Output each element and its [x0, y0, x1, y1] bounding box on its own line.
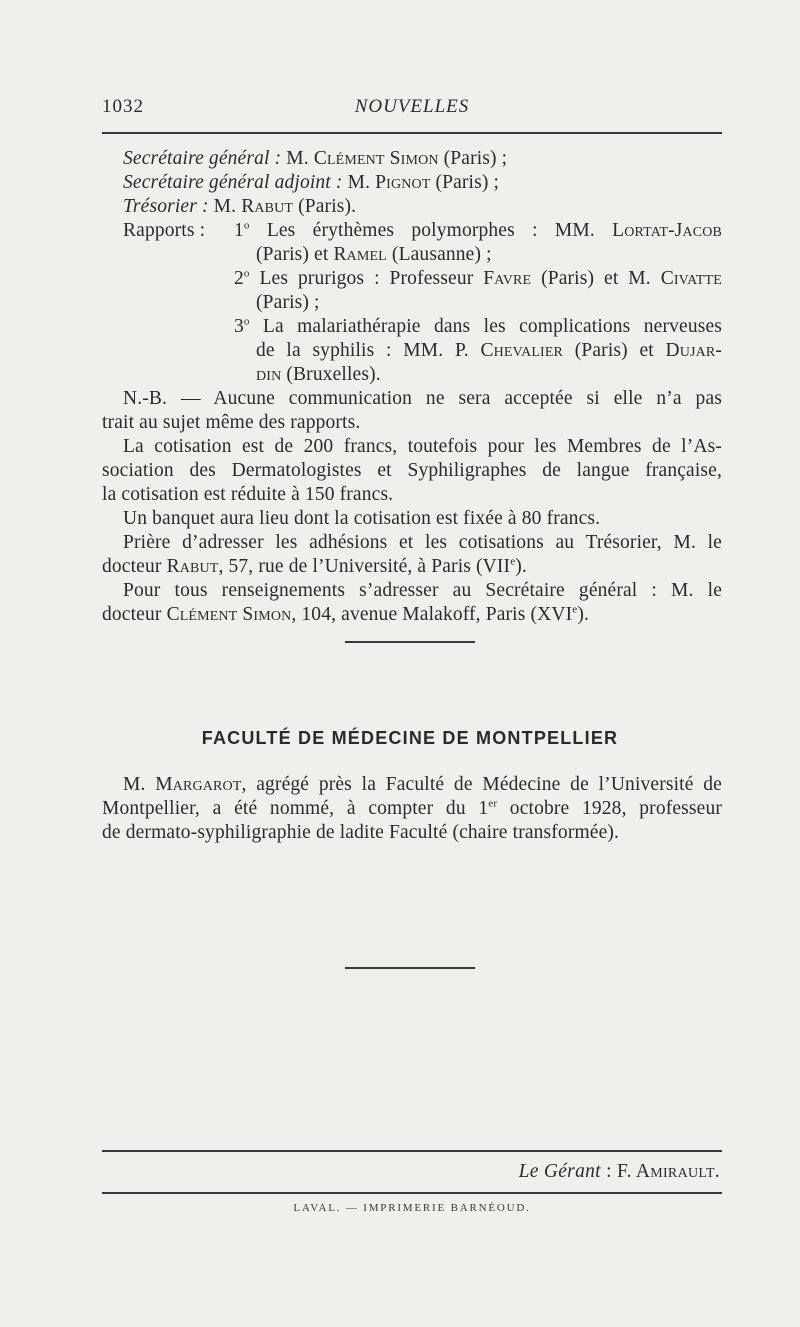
renseignements-paragraph-line: [102, 603, 589, 627]
section-separator: [345, 641, 475, 643]
signature: [420, 1161, 720, 1183]
rapport-text: (Bruxelles).: [286, 364, 381, 385]
rapporteur-name: din: [256, 364, 282, 385]
signature-name: F. Amirault.: [616, 1161, 720, 1182]
officer-title: M.: [213, 196, 237, 217]
rapport-text: de la syphilis : MM. P.: [256, 340, 469, 361]
signature-role: Le Gérant: [518, 1161, 601, 1182]
footer-rule-top: [102, 1150, 722, 1152]
rapporteur-name: Favre: [483, 268, 532, 289]
paragraph-text: , 104, avenue Malakoff, Paris (XVI: [291, 604, 573, 625]
paragraph-text: M.: [123, 774, 146, 795]
rapport-number-sup: o: [243, 219, 250, 232]
paragraph-text: docteur: [102, 556, 162, 577]
section-paragraph-line: de dermato-syphiligraphie de ladite Faculté (chaire transformée).: [102, 822, 620, 843]
paragraph-text: ).: [515, 556, 527, 577]
banquet-paragraph: Un banquet aura lieu dont la cotisation est fixée à 80 francs.: [123, 508, 601, 529]
officer-title: M.: [286, 148, 309, 169]
rapport-text: (Paris) et: [256, 244, 329, 265]
rapport-text: (Lausanne) ;: [391, 244, 492, 265]
priere-paragraph-line: Prière d’adresser les adhésions et les cotisations au Trésorier, M. le: [123, 532, 722, 553]
rapport-2-line-2: (Paris) ;: [256, 292, 320, 313]
officer-city: (Paris) ;: [435, 172, 500, 193]
section-paragraph-line: [123, 773, 722, 797]
header-rule: [102, 132, 722, 134]
rapports-label: Rapports :: [123, 220, 206, 241]
nb-paragraph-line: N.-B. — Aucune communication ne sera acceptée si elle n’a pas: [123, 388, 722, 409]
rapporteur-name: Ramel: [333, 244, 387, 265]
officer-line: [123, 195, 356, 219]
officer-line: [123, 147, 507, 171]
end-separator: [345, 967, 475, 969]
person-name: Margarot: [155, 774, 242, 795]
signature-separator: :: [606, 1161, 612, 1182]
paragraph-text: , agrégé près la Faculté de Médecine de l’Université de: [241, 774, 722, 795]
rapporteur-name: Lortat-Jacob: [612, 220, 723, 241]
rapport-number-sup: o: [243, 267, 250, 280]
running-title: NOUVELLES: [354, 96, 470, 117]
officer-role: Trésorier :: [123, 196, 209, 217]
imprint: LAVAL. — IMPRIMERIE BARNÉOUD.: [293, 1202, 531, 1214]
running-head: [102, 96, 722, 122]
paragraph-text: docteur: [102, 604, 162, 625]
rapport-text: Les prurigos : Professeur: [259, 268, 474, 289]
paragraph-text: ).: [577, 604, 589, 625]
renseignements-paragraph-line: Pour tous renseignements s’adresser au Secrétaire général : M. le: [123, 580, 722, 601]
person-name: Rabut: [166, 556, 219, 577]
officer-role: Secrétaire général adjoint :: [123, 172, 343, 193]
footer-rule-bottom: [102, 1192, 722, 1194]
superscript: er: [488, 797, 498, 810]
rapport-text: (Paris) et: [574, 340, 654, 361]
paragraph-text: , 57, rue de l’Université, à Paris (VII: [218, 556, 511, 577]
officer-city: (Paris).: [298, 196, 357, 217]
nb-paragraph-line: trait au sujet même des rapports.: [102, 412, 361, 433]
rapport-3-line-2: [256, 339, 722, 363]
rapport-3-line-3: [256, 363, 381, 387]
rapport-1-line-2: [256, 243, 492, 267]
officer-name: Rabut: [241, 196, 294, 217]
rapport-text: Les érythèmes polymorphes : MM.: [266, 220, 595, 241]
rapport-1-line-1: [234, 219, 722, 243]
rapporteur-name: Chevalier: [480, 340, 564, 361]
paragraph-text: Montpellier, a été nommé, à compter du 1: [102, 798, 489, 819]
cotisation-paragraph-line: La cotisation est de 200 francs, toutefois pour les Membres de l’As-: [123, 436, 722, 457]
officer-role: Secrétaire général :: [123, 148, 282, 169]
section-paragraph-line: [102, 797, 722, 821]
page-number: 1032: [102, 96, 144, 117]
rapport-number-sup: o: [243, 315, 250, 328]
rapport-2-line-1: [234, 267, 722, 291]
rapport-number: 1: [234, 220, 244, 241]
rapport-number: 2: [234, 268, 244, 289]
superscript: e: [510, 555, 516, 568]
officer-name: Clément Simon: [313, 148, 439, 169]
rapporteur-name: Dujar-: [665, 340, 722, 361]
rapport-text: La malariathérapie dans les complications nerveuses: [262, 316, 722, 337]
paragraph-text: octobre 1928, professeur: [497, 798, 722, 819]
rapport-text: (Paris) et M.: [541, 268, 651, 289]
officer-title: M.: [347, 172, 371, 193]
officer-city: (Paris) ;: [443, 148, 508, 169]
section-heading: FACULTÉ DE MÉDECINE DE MONTPELLIER: [201, 728, 619, 748]
priere-paragraph-line: [102, 555, 527, 579]
rapport-3-line-1: [234, 315, 722, 339]
officer-name: Pignot: [375, 172, 431, 193]
officer-line: [123, 171, 499, 195]
rapport-number: 3: [234, 316, 244, 337]
rapporteur-name: Civatte: [660, 268, 722, 289]
cotisation-paragraph-line: sociation des Dermatologistes et Syphiligraphes de langue française,: [102, 460, 722, 481]
person-name: Clément Simon: [166, 604, 292, 625]
cotisation-paragraph-line: la cotisation est réduite à 150 francs.: [102, 484, 394, 505]
superscript: e: [572, 603, 578, 616]
